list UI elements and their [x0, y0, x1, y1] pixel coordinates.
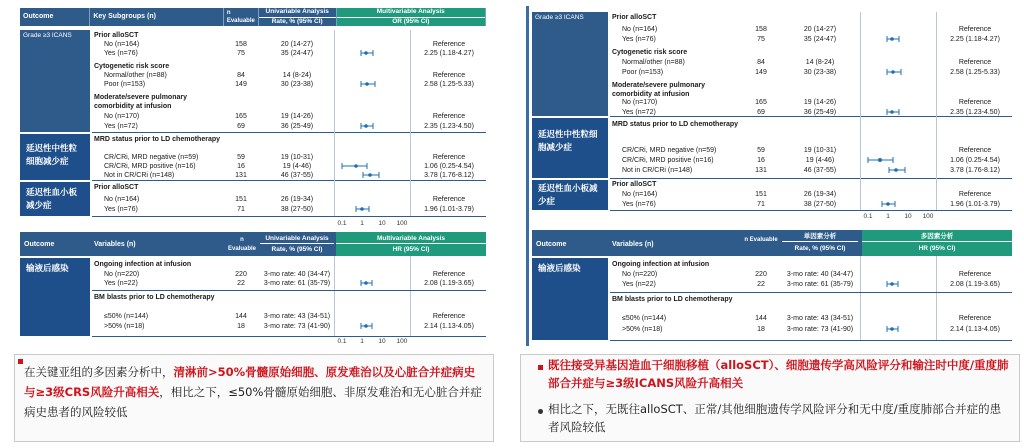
column-divider — [860, 12, 861, 210]
row-n: 131 — [235, 172, 247, 179]
axis-tick: 1 — [360, 220, 364, 227]
row-n: 165 — [755, 99, 767, 106]
row-hr: Reference — [432, 313, 466, 320]
section-title: Ongoing infection at infusion — [612, 261, 710, 268]
row-label: No (n=164) — [104, 41, 140, 48]
header-univariable: Univariable Analysis — [260, 234, 334, 244]
row-rate: 19 (14-26) — [803, 99, 837, 106]
row-n: 151 — [755, 191, 767, 198]
column-divider — [410, 256, 411, 336]
separator — [92, 132, 486, 133]
note-suffix: ，相比之下，≤50%骨髓原始细胞、非原发难治和无心脏合并症病史患者的风险较低 — [24, 385, 482, 419]
row-label: Yes (n=76) — [104, 206, 138, 213]
row-rate: 36 (25-49) — [803, 109, 837, 116]
row-label: ≤50% (n=144) — [104, 313, 149, 320]
note-bullet-1-text: 既往接受异基因造血干细胞移植（alloSCT）、细胞遗传学高风险评分和输注时中度/重度肺部合并症与≥3级ICANS风险升高相关 — [548, 358, 1009, 390]
bullet-icon — [18, 359, 23, 364]
header-variables: Variables (n) — [612, 241, 654, 248]
row-rate: 20 (14-27) — [280, 41, 314, 48]
column-divider — [936, 256, 937, 340]
forest-marker — [887, 109, 899, 115]
right-top-forest-plot — [862, 12, 936, 210]
header-univariable: 单因素分析 — [782, 232, 858, 242]
right-bottom-forest-plot — [862, 256, 936, 340]
header-n-evaluable: n Evaluable — [228, 237, 257, 252]
left-top-table — [20, 8, 486, 26]
row-or: 2.25 (1.18-4.27) — [950, 36, 1000, 43]
row-or: 2.25 (1.18-4.27) — [424, 50, 474, 57]
outcome-grade-icans: Grade ≥3 ICANS — [532, 12, 608, 116]
axis-tick: 10 — [904, 213, 912, 220]
section-title: Moderate/severe pulmonary comorbidity at infusion — [94, 94, 187, 110]
header-hr: HR (95% CI) — [392, 246, 430, 253]
header-multivariable: 多因素分析 — [862, 232, 1012, 242]
row-n: 69 — [237, 123, 245, 130]
header-rate: Rate, % (95% CI) — [271, 17, 323, 25]
row-label: No (n=220) — [622, 271, 658, 278]
row-n: 220 — [755, 271, 767, 278]
row-n: 144 — [755, 315, 767, 322]
row-n: 16 — [237, 163, 245, 170]
row-label: No (n=164) — [104, 196, 140, 203]
row-rate: 46 (37-55) — [803, 167, 837, 174]
row-or: Reference — [432, 113, 466, 120]
right-bottom-table — [532, 230, 1012, 342]
forest-marker — [356, 206, 369, 212]
right-note-bullet-2 — [548, 400, 1012, 436]
forest-marker — [361, 280, 372, 286]
row-label: CR/CRi, MRD negative (n=59) — [104, 154, 199, 161]
row-or: Reference — [958, 99, 992, 106]
header-n-evaluable: n Evaluable — [223, 8, 258, 26]
row-n: 149 — [755, 69, 767, 76]
row-n: 22 — [237, 280, 245, 287]
axis-tick: 0.1 — [863, 213, 873, 220]
section-title: Prior alloSCT — [94, 184, 139, 191]
separator — [92, 290, 486, 291]
section-title: MRD status prior to LD chemotherapy — [612, 121, 739, 128]
row-or: Reference — [958, 59, 992, 66]
row-rate: 3-mo rate: 40 (34-47) — [786, 271, 854, 278]
row-label: Yes (n=76) — [622, 201, 656, 208]
forest-marker — [868, 157, 893, 163]
left-bottom-forest-plot — [336, 256, 410, 336]
row-rate: 3-mo rate: 61 (35-79) — [786, 281, 854, 288]
row-or: 1.96 (1.01-3.79) — [424, 206, 474, 213]
axis-tick: 10 — [378, 338, 386, 345]
separator — [610, 340, 1012, 341]
row-label: No (n=164) — [622, 26, 658, 33]
bullet-icon — [538, 409, 543, 414]
row-n: 18 — [757, 326, 765, 333]
row-or: Reference — [432, 196, 466, 203]
separator — [92, 216, 486, 217]
forest-marker — [887, 69, 901, 75]
row-or: 2.35 (1.23-4.50) — [950, 109, 1000, 116]
forest-marker — [361, 81, 375, 87]
axis-tick: 0.1 — [337, 220, 347, 227]
row-rate: 3-mo rate: 73 (41-90) — [786, 326, 854, 333]
header-or: OR (95% CI) — [392, 17, 430, 25]
row-rate: 36 (25-49) — [280, 123, 314, 130]
row-label: Not in CR/CRi (n=148) — [104, 172, 175, 179]
row-rate: 20 (14-27) — [803, 26, 837, 33]
row-label: CR/CRi, MRD negative (n=59) — [622, 147, 717, 154]
row-or: 1.06 (0.25-4.54) — [950, 157, 1000, 164]
section-title: Prior alloSCT — [612, 181, 657, 188]
separator — [610, 292, 1012, 293]
row-rate: 19 (14-26) — [280, 113, 314, 120]
row-label: Poor (n=153) — [104, 81, 146, 88]
row-rate: 3-mo rate: 61 (35-79) — [263, 280, 331, 287]
row-rate: 14 (8-24) — [805, 59, 835, 66]
row-hr: 2.08 (1.19-3.65) — [424, 280, 474, 287]
header-univariable — [258, 8, 336, 26]
row-n: 22 — [757, 281, 765, 288]
row-label: CR/CRi, MRD positive (n=16) — [622, 157, 714, 164]
row-label: >50% (n=18) — [104, 323, 145, 330]
axis-tick: 1 — [886, 213, 890, 220]
column-divider — [334, 256, 335, 336]
left-bottom-table — [20, 232, 486, 338]
right-top-body — [532, 12, 1012, 212]
left-note — [24, 362, 484, 422]
row-label: Yes (n=72) — [622, 109, 656, 116]
row-rate: 30 (23-38) — [280, 81, 314, 88]
row-n: 165 — [235, 113, 247, 120]
row-or: 1.96 (1.01-3.79) — [950, 201, 1000, 208]
section-title: Moderate/severe pulmonary comorbidity at infusion — [612, 82, 705, 98]
row-rate: 26 (19-34) — [803, 191, 837, 198]
forest-marker — [887, 281, 898, 287]
row-label: Not in CR/CRi (n=148) — [622, 167, 693, 174]
row-n: 149 — [235, 81, 247, 88]
outcome-infection: 输液后感染 — [532, 258, 608, 340]
row-label: No (n=170) — [622, 99, 658, 106]
row-n: 84 — [237, 72, 245, 79]
section-title: Prior alloSCT — [94, 32, 139, 39]
row-rate: 30 (23-38) — [803, 69, 837, 76]
row-or: 1.06 (0.25-4.54) — [424, 163, 474, 170]
row-label: No (n=170) — [104, 113, 140, 120]
row-rate: 3-mo rate: 43 (34-51) — [786, 315, 854, 322]
header-rate: Rate, % (95% CI) — [794, 245, 846, 252]
column-divider — [334, 30, 335, 216]
section-title: Ongoing infection at infusion — [94, 261, 192, 268]
row-or: Reference — [958, 26, 992, 33]
row-label: >50% (n=18) — [622, 326, 663, 333]
column-divider — [410, 30, 411, 216]
section-title: Prior alloSCT — [612, 14, 657, 21]
axis-tick: 100 — [396, 220, 408, 227]
row-label: Normal/other (n=88) — [622, 59, 685, 66]
row-or: 2.58 (1.25-5.33) — [424, 81, 474, 88]
column-divider — [936, 12, 937, 210]
left-panel — [14, 0, 496, 448]
row-or: Reference — [432, 41, 466, 48]
header-univariable-label: Univariable Analysis — [259, 8, 336, 18]
row-rate: 46 (37-55) — [280, 172, 314, 179]
row-label: Yes (n=72) — [104, 123, 138, 130]
row-n: 59 — [237, 154, 245, 161]
header-hr: HR (95% CI) — [918, 245, 956, 252]
row-hr: 2.08 (1.19-3.65) — [950, 281, 1000, 288]
row-n: 144 — [235, 313, 247, 320]
bullet-icon — [538, 365, 543, 370]
note-bullet-2-text: 相比之下，无既往alloSCT、正常/其他细胞遗传学风险评分和无中度/重度肺部合并症的患者风险较低 — [548, 402, 1002, 434]
header-multivariable: Multivariable Analysis — [336, 234, 486, 244]
row-n: 158 — [235, 41, 247, 48]
note-highlight: 清淋前>50%骨髓原始细胞、原发难治以及心脏合并症病史与≥3级CRS风险升高相关 — [24, 365, 476, 399]
row-rate: 19 (4-46) — [282, 163, 312, 170]
row-label: No (n=220) — [104, 271, 140, 278]
header-key-subgroups: Key Subgroups (n) — [90, 8, 224, 26]
section-title: Cytogenetic risk score — [94, 63, 170, 70]
forest-marker — [361, 50, 373, 56]
row-n: 71 — [757, 201, 765, 208]
row-or: 3.78 (1.76-8.12) — [950, 167, 1000, 174]
row-n: 16 — [757, 157, 765, 164]
row-hr: 2.14 (1.13-4.05) — [424, 323, 474, 330]
row-n: 151 — [235, 196, 247, 203]
column-divider — [860, 256, 861, 340]
outcome-grade-icans: Grade ≥3 ICANS — [20, 30, 90, 132]
row-label: Yes (n=22) — [622, 281, 656, 288]
accent-bar — [526, 228, 529, 346]
section-title: BM blasts prior to LD chemotherapy — [94, 294, 215, 301]
header-outcome: Outcome — [20, 8, 90, 26]
axis-tick: 0.1 — [337, 338, 347, 345]
row-rate: 3-mo rate: 43 (34-51) — [263, 313, 331, 320]
row-n: 75 — [757, 36, 765, 43]
outcome-neutropenia: 延迟性中性粒细胞减少症 — [532, 118, 608, 178]
header-outcome: Outcome — [24, 241, 55, 248]
row-n: 18 — [237, 323, 245, 330]
note-prefix: 在关键亚组的多因素分析中， — [24, 365, 174, 379]
row-label: Yes (n=76) — [622, 36, 656, 43]
header-multivariable-label: Multivariable Analysis — [337, 8, 485, 18]
row-rate: 26 (19-34) — [280, 196, 314, 203]
forest-marker — [889, 167, 905, 173]
row-rate: 35 (24-47) — [803, 36, 837, 43]
forest-marker — [342, 163, 367, 169]
left-top-forest-plot — [336, 30, 410, 216]
row-or: 2.35 (1.23-4.50) — [424, 123, 474, 130]
axis-tick: 10 — [378, 220, 386, 227]
row-label: Normal/other (n=88) — [104, 72, 167, 79]
row-label: Poor (n=153) — [622, 69, 664, 76]
row-rate: 19 (4-46) — [805, 157, 835, 164]
row-n: 131 — [755, 167, 767, 174]
row-hr: Reference — [958, 271, 992, 278]
row-rate: 38 (27-50) — [803, 201, 837, 208]
row-hr: 2.14 (1.13-4.05) — [950, 326, 1000, 333]
row-or: 3.78 (1.76-8.12) — [424, 172, 474, 179]
row-or: 2.58 (1.25-5.33) — [950, 69, 1000, 76]
row-n: 59 — [757, 147, 765, 154]
axis-tick: 100 — [396, 338, 408, 345]
header-variables: Variables (n) — [94, 241, 136, 248]
row-label: Yes (n=22) — [104, 280, 138, 287]
row-rate: 19 (10-31) — [280, 154, 314, 161]
separator — [610, 178, 1012, 179]
right-panel — [520, 0, 1020, 448]
left-top-axis — [336, 220, 410, 230]
header-rate: Rate, % (95% CI) — [271, 246, 323, 253]
header-n-evaluable: n Evaluable — [744, 237, 778, 243]
section-title: Cytogenetic risk score — [612, 49, 688, 56]
separator — [92, 336, 486, 337]
row-rate: 38 (27-50) — [280, 206, 314, 213]
accent-bar — [526, 6, 529, 238]
row-rate: 14 (8-24) — [282, 72, 312, 79]
outcome-thrombocytopenia: 延迟性血小板减少症 — [20, 182, 90, 216]
outcome-infection: 输液后感染 — [20, 258, 90, 336]
section-title: BM blasts prior to LD chemotherapy — [612, 296, 733, 303]
row-n: 71 — [237, 206, 245, 213]
row-rate: 19 (10-31) — [803, 147, 837, 154]
row-rate: 3-mo rate: 73 (41-90) — [263, 323, 331, 330]
forest-marker — [361, 123, 373, 129]
forest-marker — [882, 201, 895, 207]
forest-marker — [887, 326, 898, 332]
row-n: 220 — [235, 271, 247, 278]
row-label: Yes (n=76) — [104, 50, 138, 57]
row-rate: 3-mo rate: 40 (34-47) — [263, 271, 331, 278]
row-hr: Reference — [958, 315, 992, 322]
header-outcome: Outcome — [536, 241, 567, 248]
separator — [92, 180, 486, 181]
axis-tick: 1 — [360, 338, 364, 345]
left-bottom-axis — [336, 338, 410, 348]
axis-tick: 100 — [922, 213, 934, 220]
row-n: 75 — [237, 50, 245, 57]
separator — [610, 210, 1012, 211]
left-top-body — [20, 30, 486, 220]
row-or: Reference — [958, 191, 992, 198]
row-or: Reference — [432, 154, 466, 161]
row-or: Reference — [958, 147, 992, 154]
row-n: 69 — [757, 109, 765, 116]
outcome-neutropenia: 延迟性中性粒细胞减少症 — [20, 134, 90, 180]
row-label: No (n=164) — [622, 191, 658, 198]
forest-marker — [363, 172, 379, 178]
outcome-thrombocytopenia: 延迟性血小板减少症 — [532, 180, 608, 210]
row-rate: 35 (24-47) — [280, 50, 314, 57]
row-hr: Reference — [432, 271, 466, 278]
header-multivariable — [336, 8, 485, 26]
row-n: 158 — [755, 26, 767, 33]
row-label: ≤50% (n=144) — [622, 315, 667, 322]
right-top-axis — [862, 213, 936, 223]
row-or: Reference — [432, 72, 466, 79]
forest-marker — [887, 36, 899, 42]
section-title: MRD status prior to LD chemotherapy — [94, 136, 221, 143]
right-note-bullet-1 — [548, 356, 1012, 392]
row-label: CR/CRi, MRD positive (n=16) — [104, 163, 196, 170]
forest-marker — [361, 323, 372, 329]
row-n: 84 — [757, 59, 765, 66]
